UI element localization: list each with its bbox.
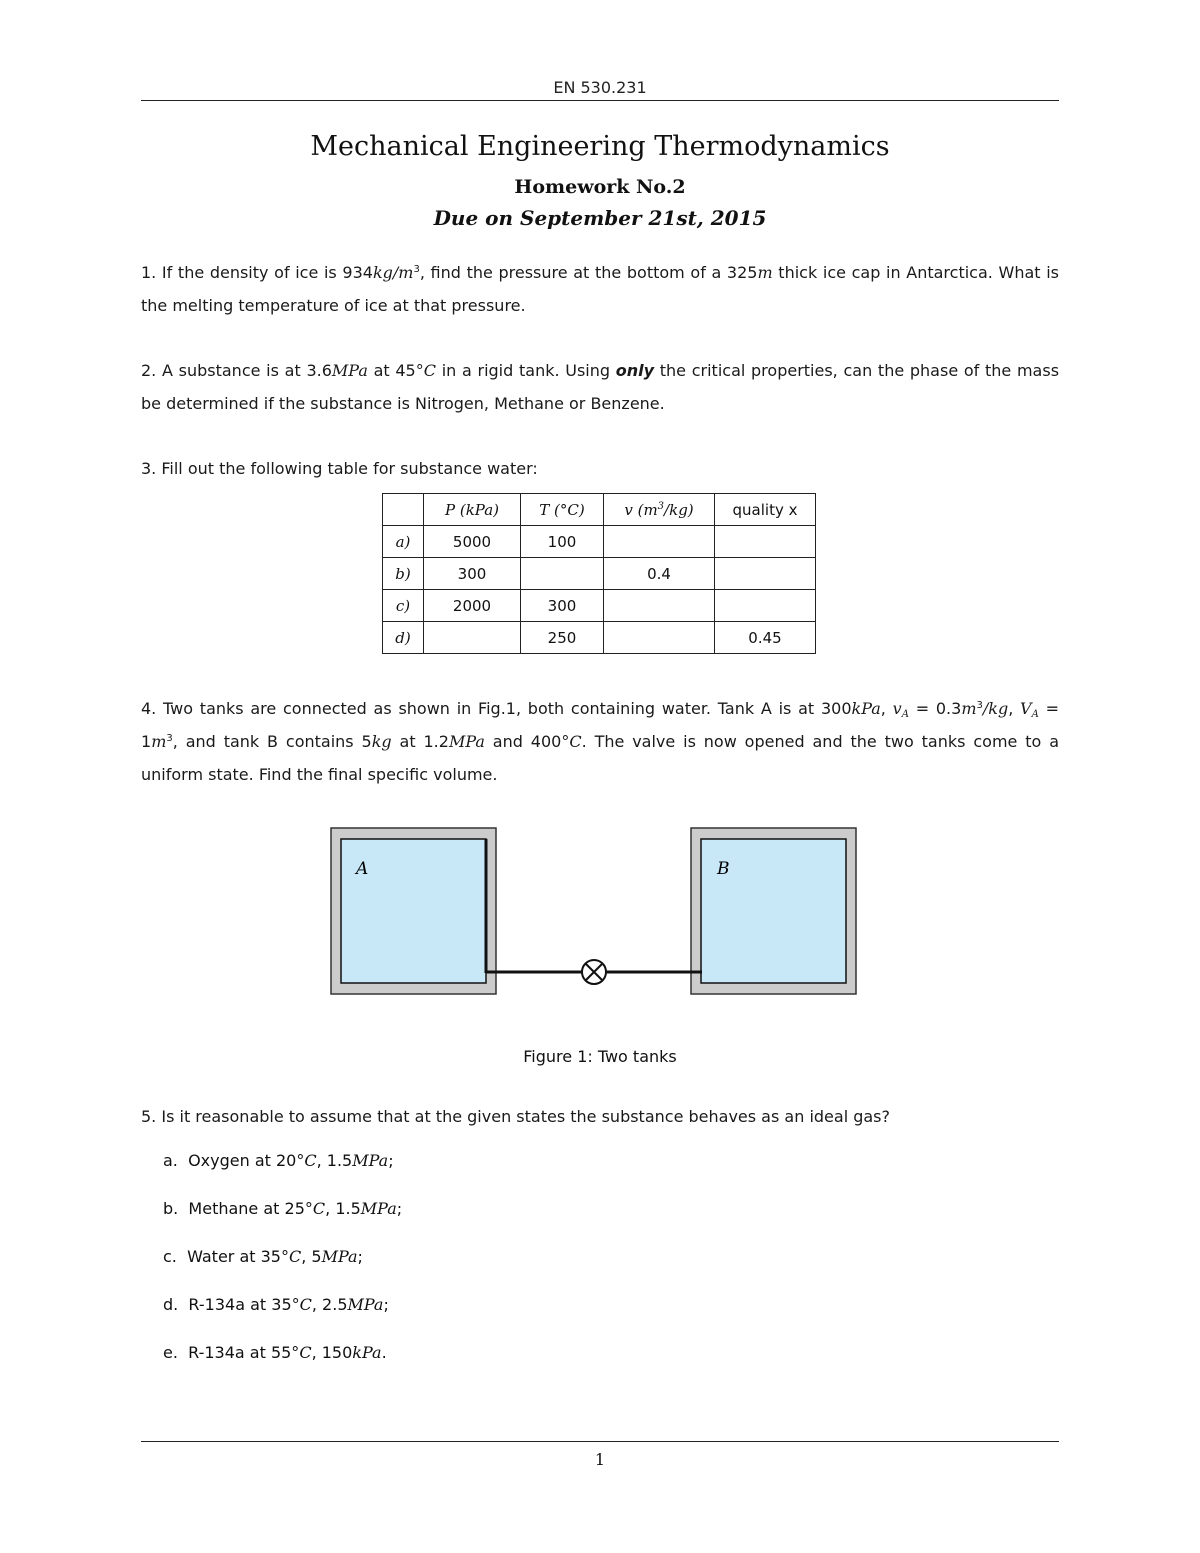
item-end: .: [381, 1343, 387, 1362]
item-unit: C: [288, 1247, 302, 1266]
item-end: ;: [388, 1151, 394, 1170]
header-rule: [141, 100, 1059, 101]
table-cell: [715, 526, 816, 558]
q4-text: . The valve is now opened and the two tanks come to a uniform state. Find the final specific volume.: [141, 732, 1060, 784]
item-text: , 150: [311, 1343, 353, 1362]
q5-text: Is it reasonable to assume that at the given states the substance behaves as an ideal gas?: [161, 1107, 891, 1126]
table-cell: 5000: [424, 526, 521, 558]
table-cell: [604, 590, 715, 622]
document-title: Mechanical Engineering Thermodynamics: [310, 131, 890, 162]
question-4: [141, 692, 1059, 791]
item-text: Water at 35°: [187, 1247, 289, 1266]
table-cell: 250: [521, 622, 604, 654]
q4-sup: 3: [976, 700, 983, 711]
item-unit: MPa: [352, 1151, 389, 1170]
item-unit: C: [312, 1199, 326, 1218]
q4-sup: 3: [166, 733, 173, 744]
q4-math: v: [892, 699, 902, 718]
q4-text: and 400°: [484, 732, 570, 751]
header-v-tail: /kg): [664, 500, 694, 519]
table-row: [383, 558, 816, 590]
item-text: , 1.5: [325, 1199, 361, 1218]
page-number: 1: [594, 1450, 606, 1469]
table-row: [383, 622, 816, 654]
q4-text-1: Two tanks are connected as shown in Fig.1, both containing water. Tank A is at 300: [163, 699, 852, 718]
q1-text-1: If the density of ice is 934: [161, 263, 373, 282]
table-header-cell: P (kPa): [424, 494, 521, 526]
question-number: 5.: [141, 1107, 157, 1126]
q4-math: V: [1020, 699, 1032, 718]
q4-sub: A: [901, 709, 909, 720]
figure-caption: Figure 1: Two tanks: [523, 1047, 677, 1066]
table-header-row: [383, 494, 816, 526]
q2-math-2: C: [423, 361, 436, 380]
table-header-cell: quality x: [715, 494, 816, 526]
item-text: Methane at 25°: [188, 1199, 313, 1218]
q4-math: kg: [371, 732, 392, 751]
table-header-cell: T (°C): [521, 494, 604, 526]
q1-math-1: kg/m: [372, 263, 414, 282]
table-row: [383, 590, 816, 622]
q2-text-2: at 45°: [367, 361, 424, 380]
q4-math: kPa: [851, 699, 881, 718]
row-label: a): [383, 526, 424, 558]
tank-b-label: B: [717, 859, 730, 879]
list-item: [163, 1291, 402, 1339]
q1-sup-1: 3: [413, 264, 420, 275]
table-cell: [521, 558, 604, 590]
table-cell: 2000: [424, 590, 521, 622]
q2-math-1: MPa: [331, 361, 368, 380]
q4-math: MPa: [448, 732, 485, 751]
q1-text-2: , find the pressure at the bottom of a 325: [419, 263, 758, 282]
table-cell: 0.4: [604, 558, 715, 590]
table-cell: [715, 590, 816, 622]
q4-text: , and tank B contains 5: [172, 732, 372, 751]
table-cell: 100: [521, 526, 604, 558]
list-item: [163, 1147, 402, 1195]
q2-text-3: in a rigid tank. Using: [435, 361, 616, 380]
homework-number: Homework No.2: [514, 176, 686, 198]
item-end: ;: [396, 1199, 403, 1218]
q1-text-3: thick ice cap in Antarctica. What is the melting temperature of ice at that pressure.: [141, 263, 1059, 315]
table-cell: [424, 622, 521, 654]
table-header-cell: [383, 494, 424, 526]
question-1: [141, 256, 1059, 322]
due-date: Due on September 21st, 2015: [433, 206, 767, 230]
table-cell: 0.45: [715, 622, 816, 654]
table-cell: 300: [424, 558, 521, 590]
item-unit: C: [299, 1295, 312, 1314]
row-label: b): [383, 558, 424, 590]
q4-text: at 1.2: [391, 732, 449, 751]
item-label: d.: [163, 1295, 179, 1314]
table-row: [383, 526, 816, 558]
item-end: ;: [357, 1247, 363, 1266]
list-item: [163, 1243, 402, 1291]
q4-sub: A: [1031, 709, 1039, 720]
two-tanks-figure: [320, 818, 880, 1008]
question-2: [141, 354, 1059, 420]
q2-text-4: the critical properties, can the phase of the mass be determined if the substance is Nitrogen, Methane or Benzene.: [141, 361, 1060, 413]
question-number: 3.: [141, 459, 157, 478]
property-table: [382, 493, 816, 654]
q2-emphasis: only: [615, 361, 655, 380]
question-number: 2.: [141, 361, 157, 380]
q4-text: ,: [1008, 699, 1021, 718]
item-unit: MPa: [321, 1247, 358, 1266]
tank-a-label: A: [356, 859, 369, 879]
q4-math: m: [961, 699, 977, 718]
table-cell: [715, 558, 816, 590]
item-label: e.: [163, 1343, 178, 1362]
q4-math: C: [569, 732, 582, 751]
title-block: [141, 128, 1059, 231]
table-cell: 300: [521, 590, 604, 622]
q4-math: m: [151, 732, 167, 751]
course-code-header: EN 530.231: [553, 78, 647, 97]
q4-math: /kg: [982, 699, 1009, 718]
item-unit: MPa: [347, 1295, 384, 1314]
question-number: 1.: [141, 263, 157, 282]
item-unit: C: [299, 1343, 312, 1362]
list-item: [163, 1195, 402, 1243]
table-header-cell-v: [604, 494, 715, 526]
item-unit: kPa: [352, 1343, 382, 1362]
q4-text: ,: [880, 699, 893, 718]
q4-text: = 0.3: [908, 699, 962, 718]
item-unit: C: [304, 1151, 317, 1170]
item-label: c.: [163, 1247, 177, 1266]
table-cell: [604, 622, 715, 654]
item-text: , 5: [301, 1247, 322, 1266]
item-end: ;: [383, 1295, 389, 1314]
item-text: , 2.5: [311, 1295, 348, 1314]
question-5: [141, 1100, 1059, 1133]
header-v-sup: 3: [657, 500, 665, 512]
item-text: , 1.5: [316, 1151, 353, 1170]
item-label: a.: [163, 1151, 178, 1170]
row-label: d): [383, 622, 424, 654]
q3-text: Fill out the following table for substance water:: [161, 459, 538, 478]
list-item: [163, 1339, 402, 1387]
item-unit: MPa: [360, 1199, 397, 1218]
item-text: Oxygen at 20°: [188, 1151, 305, 1170]
item-text: R-134a at 35°: [188, 1295, 300, 1314]
header-v-text: v (m: [624, 500, 658, 519]
q2-text-1: A substance is at 3.6: [161, 361, 332, 380]
table-cell: [604, 526, 715, 558]
q1-math-2: m: [757, 263, 773, 282]
item-label: b.: [163, 1199, 179, 1218]
q4-text: = 1: [141, 699, 1060, 751]
item-text: R-134a at 55°: [188, 1343, 300, 1362]
row-label: c): [383, 590, 424, 622]
question-3: [141, 452, 1059, 485]
footer-rule: [141, 1441, 1059, 1442]
question-number: 4.: [141, 699, 157, 718]
q5-items-list: [163, 1147, 402, 1387]
